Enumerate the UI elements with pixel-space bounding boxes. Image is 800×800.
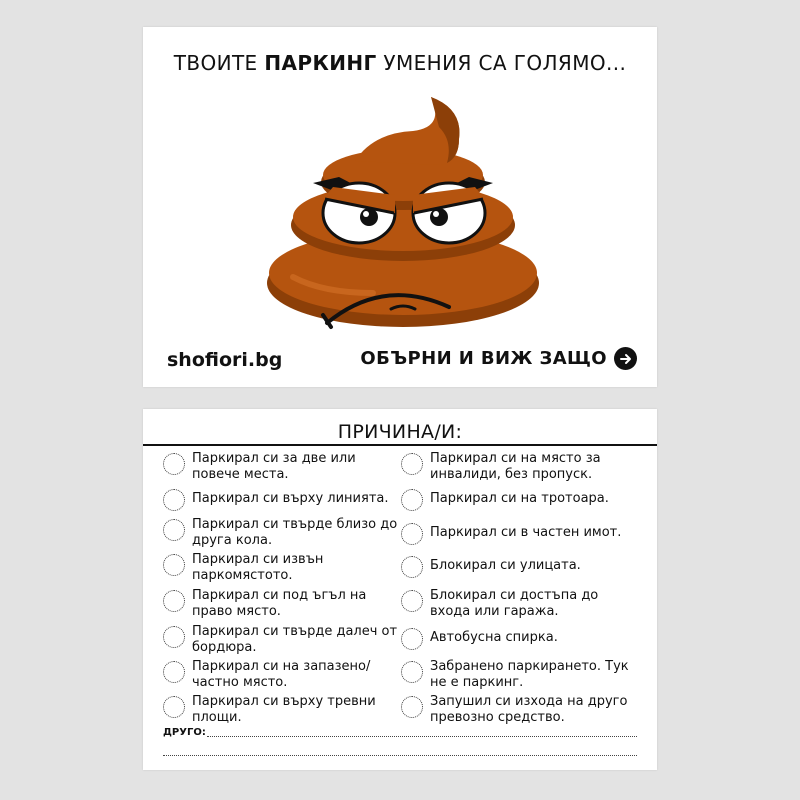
reason-checkbox[interactable] <box>401 453 423 475</box>
reason-label: Автобусна спирка. <box>430 630 558 645</box>
title-divider <box>143 444 657 446</box>
reason-item[interactable] <box>163 451 403 483</box>
flip-card-button[interactable] <box>360 347 637 370</box>
reason-item[interactable] <box>163 552 403 584</box>
reason-checkbox[interactable] <box>163 489 185 511</box>
reason-label: Паркирал си на тротоара. <box>430 491 609 506</box>
reason-checkbox[interactable] <box>163 696 185 718</box>
reason-checkbox[interactable] <box>163 554 185 576</box>
reason-label: Паркирал си извън паркомястото. <box>192 552 324 583</box>
reason-label: Паркирал си под ъгъл на право място. <box>192 588 367 619</box>
reason-item[interactable] <box>163 624 403 656</box>
reasons-title: ПРИЧИНА/И: <box>337 421 463 443</box>
reason-label: Блокирал си улицата. <box>430 558 581 573</box>
reason-label: Забранено паркирането. Тук не е паркинг. <box>430 659 629 690</box>
reason-item[interactable] <box>401 694 641 726</box>
front-card <box>143 27 657 387</box>
front-title <box>143 51 657 75</box>
reason-checkbox[interactable] <box>163 519 185 541</box>
reason-label: Паркирал си върху тревни площи. <box>192 694 376 725</box>
brand-name: shofiori.bg <box>167 349 283 371</box>
reason-item[interactable] <box>163 694 403 726</box>
reason-label: Запушил си изхода на друго превозно средство. <box>430 694 628 725</box>
reason-item[interactable] <box>163 588 403 620</box>
reason-label: Паркирал си върху линията. <box>192 491 389 506</box>
reason-item[interactable] <box>401 451 641 483</box>
reason-label: Паркирал си твърде далеч от бордюра. <box>192 624 398 655</box>
reason-label: Паркирал си на място за инвалиди, без пропуск. <box>430 451 601 482</box>
other-input-line[interactable] <box>207 736 637 737</box>
reason-item[interactable] <box>401 588 641 620</box>
reason-item[interactable] <box>163 487 403 511</box>
title-bold-word: ПАРКИНГ <box>264 51 377 75</box>
reason-label: Паркирал си на запазено/частно място. <box>192 659 371 690</box>
reason-label: Паркирал си за две или повече места. <box>192 451 356 482</box>
reason-checkbox[interactable] <box>401 661 423 683</box>
reason-checkbox[interactable] <box>401 628 423 650</box>
reason-label: Паркирал си в частен имот. <box>430 525 622 540</box>
reason-checkbox[interactable] <box>401 696 423 718</box>
flip-card-label: ОБЪРНИ И ВИЖ ЗАЩО <box>360 348 607 369</box>
back-card <box>143 409 657 770</box>
reason-checkbox[interactable] <box>163 626 185 648</box>
reason-item[interactable] <box>401 554 641 578</box>
reason-item[interactable] <box>401 521 641 545</box>
title-start: ТВОИТЕ <box>173 51 258 75</box>
reason-checkbox[interactable] <box>401 489 423 511</box>
reason-label: Паркирал си твърде близо до друга кола. <box>192 517 398 548</box>
reason-item[interactable] <box>401 487 641 511</box>
reason-checkbox[interactable] <box>163 453 185 475</box>
reason-item[interactable] <box>163 517 403 549</box>
arrow-right-icon[interactable] <box>614 347 637 370</box>
other-input-line-2[interactable] <box>163 755 637 756</box>
reason-checkbox[interactable] <box>401 556 423 578</box>
reason-checkbox[interactable] <box>163 590 185 612</box>
reason-item[interactable] <box>401 659 641 691</box>
reason-checkbox[interactable] <box>163 661 185 683</box>
reason-checkbox[interactable] <box>401 590 423 612</box>
reason-item[interactable] <box>163 659 403 691</box>
other-label: ДРУГО: <box>163 727 206 738</box>
reason-checkbox[interactable] <box>401 523 423 545</box>
reason-item[interactable] <box>401 626 641 650</box>
reason-label: Блокирал си достъпа до входа или гаража. <box>430 588 599 619</box>
angry-poop-emoji-icon <box>263 87 543 355</box>
title-end: УМЕНИЯ СА ГОЛЯМО... <box>383 51 627 75</box>
